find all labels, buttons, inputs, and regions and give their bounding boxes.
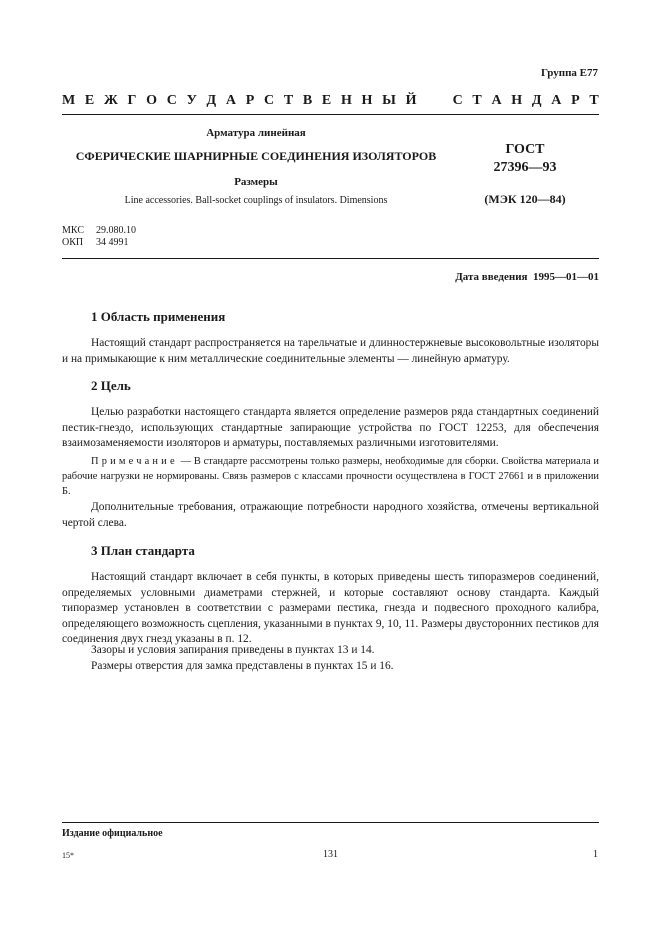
gost-number: 27396—93 [493, 160, 557, 175]
title-line-3: Размеры [234, 176, 278, 188]
title-english: Line accessories. Ball-socket couplings of insulators. Dimensions [124, 195, 388, 206]
interstate-standard-header [62, 93, 599, 109]
header-letter: А [551, 93, 562, 108]
header-letter: О [146, 93, 158, 108]
header-letter: С [166, 93, 177, 108]
section-3-title: 3 План стандарта [91, 543, 195, 558]
header-letter: Д [531, 93, 542, 108]
section-3-paragraph-3: Размеры отверстия для замка представлены в пунктах 15 и 16. [91, 660, 394, 672]
okp-code [62, 237, 129, 248]
header-letter: С [452, 93, 463, 108]
section-2-note [62, 454, 599, 499]
header-letter: Т [472, 93, 482, 108]
document-page: 1 [593, 849, 598, 860]
title-line-1: Арматура линейная [206, 127, 306, 139]
header-letter: Д [206, 93, 217, 108]
header-letter: Ж [103, 93, 118, 108]
classification-rule [62, 258, 599, 259]
header-letter: Н [511, 93, 523, 108]
header-letter: Е [321, 93, 332, 108]
header-letter: Р [571, 93, 580, 108]
word-gap [439, 93, 443, 109]
section-2-title: 2 Цель [91, 378, 131, 393]
section-3-paragraph-1: Настоящий стандарт включает в себя пункты, в которых приведены шесть типоразмеров соединений, определяемых условными диаметрами стержней, и которые составляют основу стандарта. Каждый типоразмер установлен в соответствии с размерами пестика, гнезда и подвесного проходного калибра, определяющего возможность сцепления, указанными в пунктах 9, 10, 11. Размеры двусторонних пестиков для соединения двух гнезд указаны в п. 12. [62, 571, 599, 645]
edition-label: Издание официальное [62, 828, 163, 839]
note-label: Примечание [91, 456, 178, 467]
mks-key: МКС [62, 225, 84, 236]
mks-value: 29.080.10 [96, 225, 136, 236]
header-letter: Т [283, 93, 294, 108]
sheet-mark: 15* [62, 851, 74, 860]
header-rule [62, 114, 599, 115]
title-line-2: СФЕРИЧЕСКИЕ ШАРНИРНЫЕ СОЕДИНЕНИЯ ИЗОЛЯТОРОВ [75, 149, 437, 163]
section-1-paragraph: Настоящий стандарт распространяется на тарельчатые и длинностержневые высоковольтные изоляторы и на примыкающие к ним металлические соединительные элементы — линейную арматуру. [62, 337, 599, 365]
page-number: 131 [323, 849, 338, 860]
header-letter: Г [127, 93, 137, 108]
section-1-title: 1 Область применения [91, 309, 226, 324]
iec-reference: (МЭК 120—84) [484, 192, 566, 206]
header-letter: С [263, 93, 275, 108]
mks-code [62, 225, 136, 236]
section-2-paragraph-1: Целью разработки настоящего стандарта является определение размеров ряда стандартных соединений пестик-гнездо, использующих стандартные запирающие устройства по ГОСТ 12253, для обеспечения взаимозаменяемости изоляторов и арматуры, поставляемых различными изготовителями. [62, 406, 599, 449]
header-letter: Н [361, 93, 373, 108]
header-letter: Ы [382, 93, 396, 108]
header-letter: Т [589, 93, 599, 108]
header-letter: Н [340, 93, 352, 108]
header-letter: Е [84, 93, 95, 108]
header-letter: В [302, 93, 313, 108]
header-letter: Р [245, 93, 255, 108]
header-letter: А [491, 93, 502, 108]
section-3-paragraph-2: Зазоры и условия запирания приведены в пунктах 13 и 14. [91, 644, 375, 656]
gost-label: ГОСТ [505, 142, 545, 157]
okp-value: 34 4991 [96, 237, 129, 248]
section-2-paragraph-2: Дополнительные требования, отражающие потребности народного хозяйства, отмечены вертикальной чертой слева. [62, 501, 599, 529]
okp-key: ОКП [62, 237, 84, 248]
note-text: — В стандарте рассмотрены только размеры, необходимые для сборки. Свойства материала и рабочие нагрузки не нормированы. Связь размеров с классами прочности осуществлена в ГОСТ 27661 и в приложении Б. [62, 456, 599, 497]
footer-rule [62, 822, 599, 823]
header-letter: А [225, 93, 237, 108]
header-letter: Й [405, 93, 417, 108]
header-letter: М [62, 93, 76, 108]
introduction-date: Дата введения 1995—01—01 [455, 271, 599, 283]
word-gap [426, 93, 430, 109]
header-letter: У [186, 93, 197, 108]
group-label: Группа Е77 [540, 67, 598, 79]
